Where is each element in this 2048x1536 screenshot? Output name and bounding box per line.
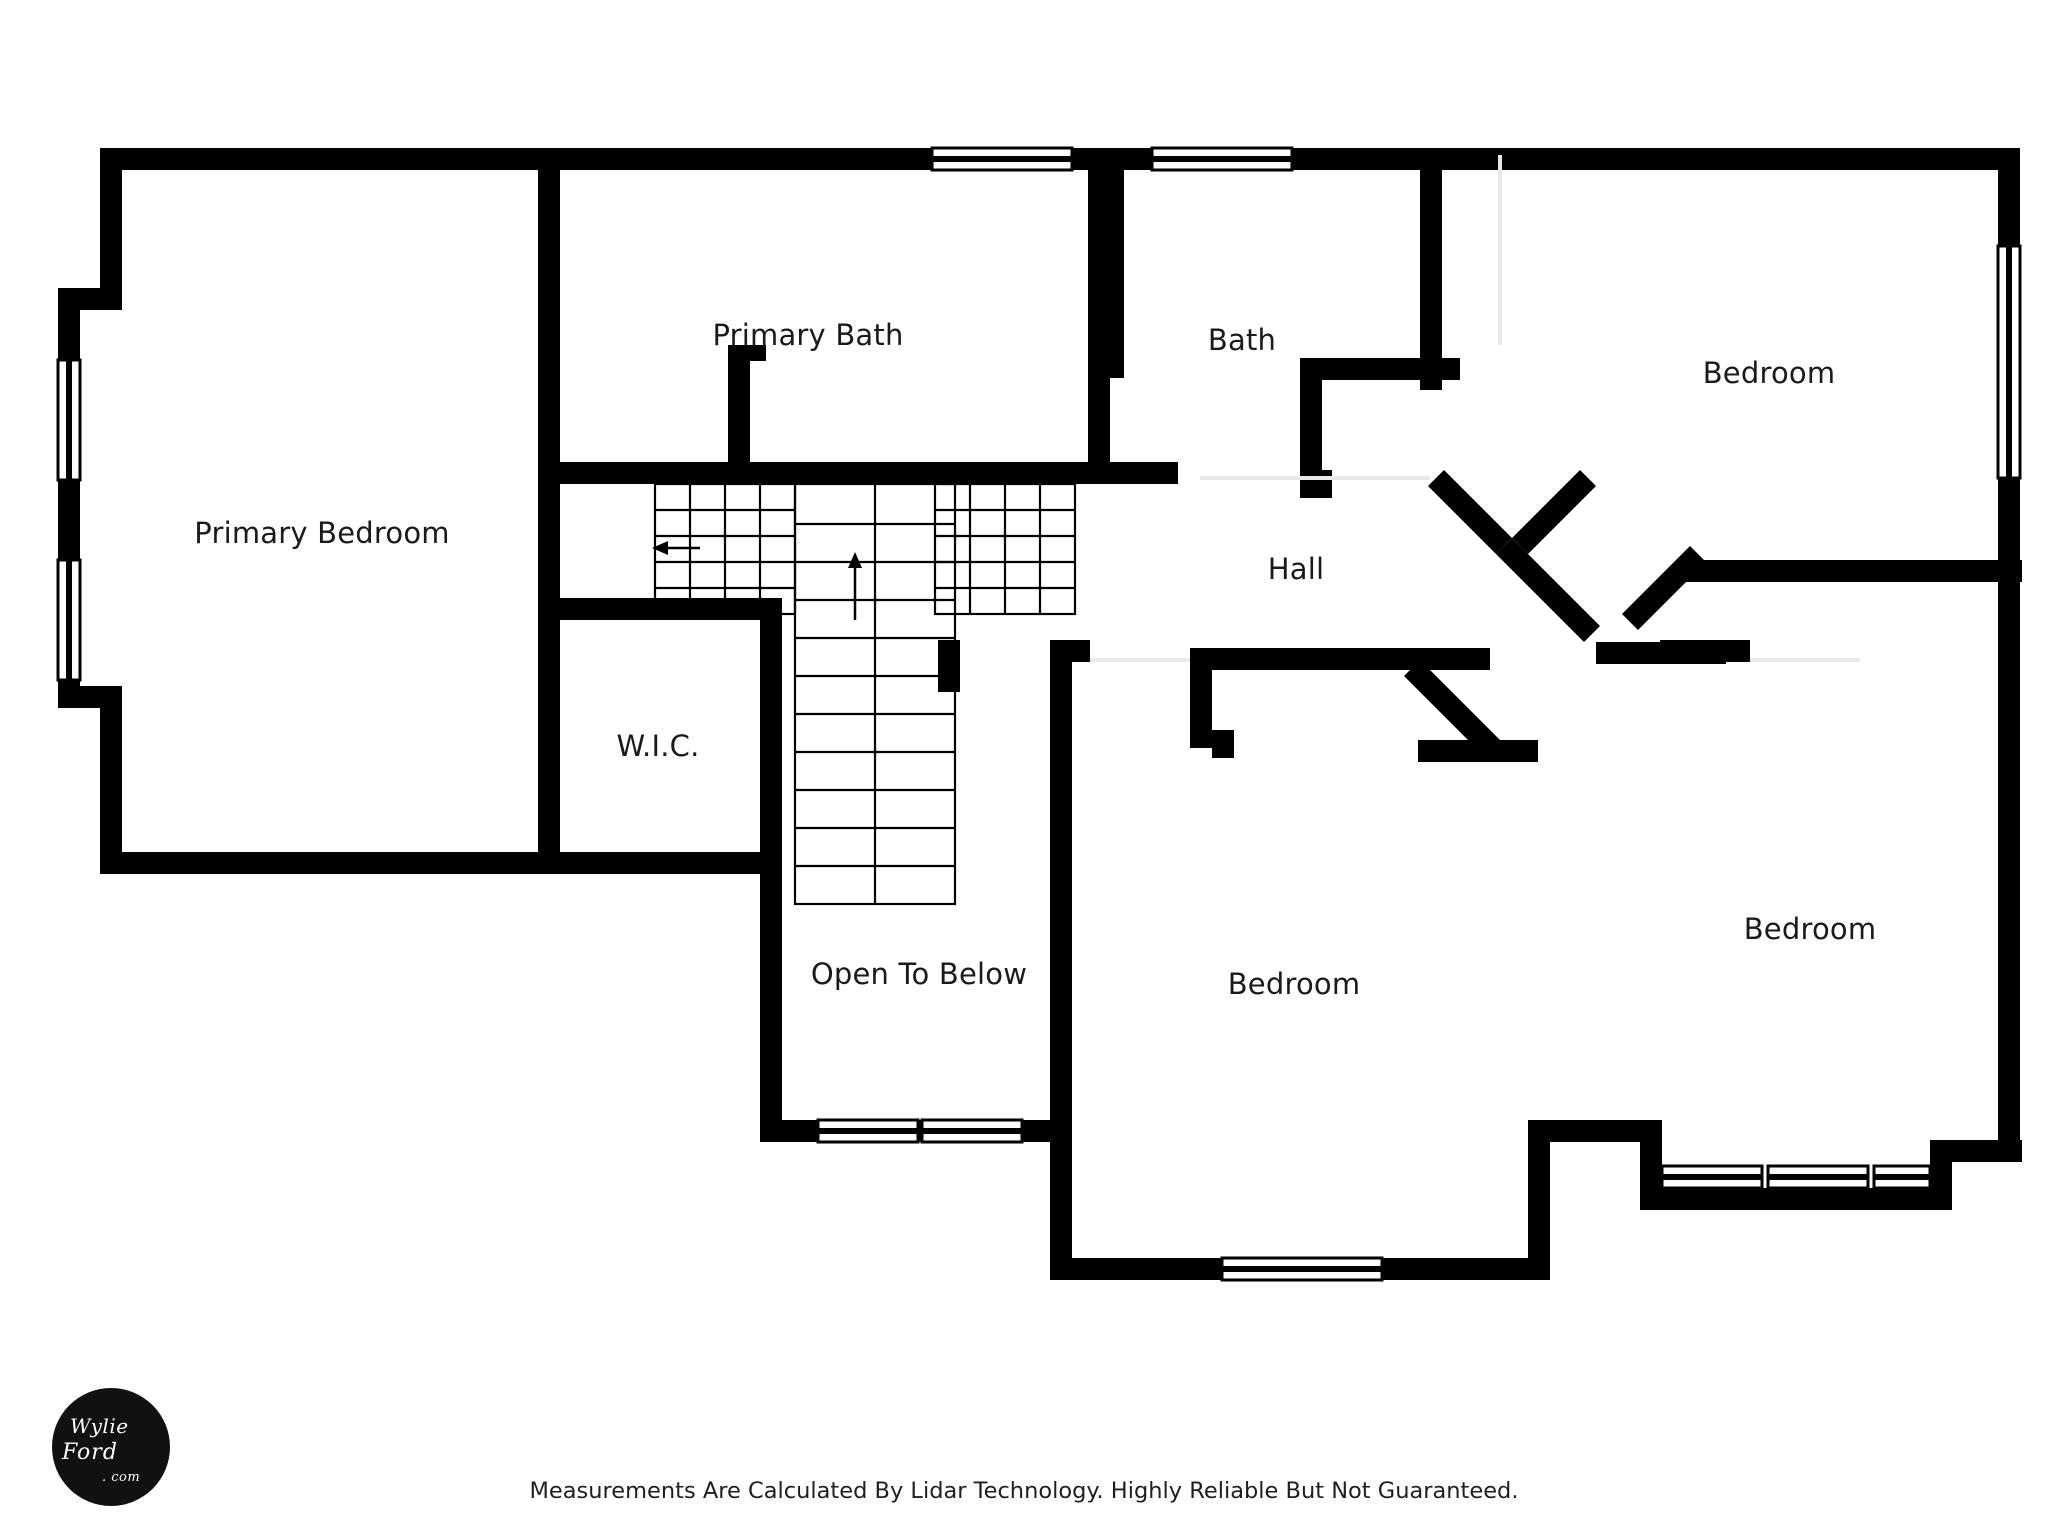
door-group [1090,155,1860,660]
room-label-hall: Hall [1267,552,1325,586]
staircase [655,484,1075,904]
measurement-disclaimer: Measurements Are Calculated By Lidar Technology. Highly Reliable But Not Guaranteed. [529,1478,1519,1504]
logo-line-3: . com [102,1470,141,1485]
room-label-open-to-below: Open To Below [810,957,1028,991]
room-label-bedroom-front-right: Bedroom [1702,356,1836,390]
room-label-bedroom-rear-center: Bedroom [1227,967,1361,1001]
room-label-walk-in-closet: W.I.C. [616,729,700,763]
room-label-bedroom-rear-right: Bedroom [1743,912,1877,946]
logo-line-2: Ford [62,1440,118,1465]
room-label-primary-bedroom: Primary Bedroom [194,516,450,550]
logo-line-1: Wylie [70,1414,129,1438]
window-group [58,148,2020,1280]
room-label-primary-bath: Primary Bath [712,318,904,352]
room-label-bath: Bath [1207,323,1277,357]
brand-logo [52,1388,170,1506]
wall-group [58,148,2022,1280]
